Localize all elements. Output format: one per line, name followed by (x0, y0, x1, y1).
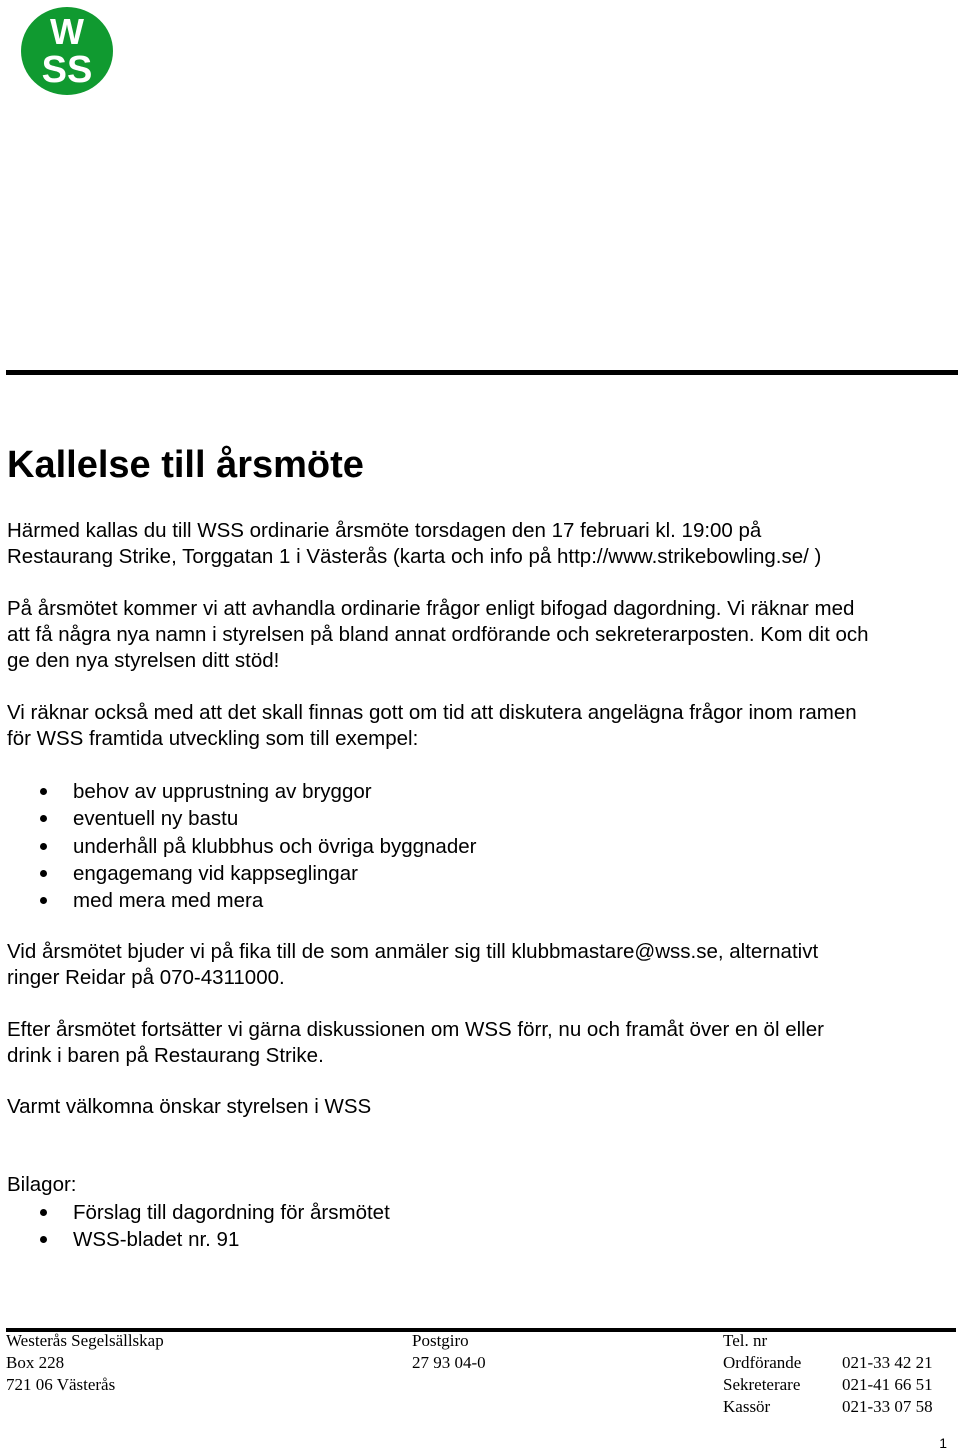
invitation-paragraph (7, 518, 955, 570)
list-item (0, 805, 476, 832)
list-item-label: Förslag till dagordning för årsmötet (73, 1201, 390, 1224)
text-line: ringer Reidar på 070-4311000. (7, 966, 285, 989)
footer-org (6, 1330, 164, 1396)
postgiro-label: Postgiro (412, 1331, 469, 1350)
list-item (0, 1226, 390, 1253)
contact-role: Ordförande (723, 1353, 802, 1372)
list-item-label: engagemang vid kappseglingar (73, 861, 358, 885)
text-line: ge den nya styrelsen ditt stöd! (7, 649, 280, 672)
bullet-icon (40, 1209, 47, 1216)
text-line: Varmt välkomna önskar styrelsen i WSS (7, 1095, 372, 1118)
attachments-list (0, 1199, 390, 1254)
list-item (0, 778, 476, 805)
bullet-icon (40, 897, 47, 904)
fika-paragraph (7, 939, 955, 991)
text-line: Härmed kallas du till WSS ordinarie årsmöte torsdagen den 17 februari kl. 19:00 på (7, 519, 762, 542)
footer-postgiro (412, 1330, 486, 1374)
footer-phones (842, 1352, 933, 1418)
agenda-paragraph (7, 596, 955, 674)
text-line: Efter årsmötet fortsätter vi gärna diskussionen om WSS förr, nu och framåt över en öl eller (7, 1018, 824, 1041)
list-item (0, 833, 476, 860)
text-line: drink i baren på Restaurang Strike. (7, 1044, 324, 1067)
header-rule (6, 370, 958, 375)
list-item-label: behov av upprustning av bryggor (73, 780, 372, 803)
text-line: för WSS framtida utveckling som till exempel: (7, 727, 419, 750)
logo-text-bottom: SS (41, 49, 93, 91)
footer-roles (723, 1352, 801, 1418)
text-line: att få några nya namn i styrelsen på bland annat ordförande och sekreterarposten. Kom dit och (7, 623, 869, 646)
list-item-label: med mera med mera (73, 889, 264, 913)
logo-text-top: W (50, 11, 84, 52)
text-line: Restaurang Strike, Torggatan 1 i Västerås (karta och info på http://www.strikebowling.se/ ) (7, 545, 822, 568)
page-title: Kallelse till årsmöte (7, 444, 364, 486)
bullet-icon (40, 1236, 47, 1243)
org-city: 721 06 Västerås (6, 1375, 116, 1394)
topics-list (0, 778, 476, 914)
list-item-label: WSS-bladet nr. 91 (73, 1228, 240, 1252)
bullet-icon (40, 788, 47, 795)
org-name: Westerås Segelsällskap (6, 1331, 164, 1350)
list-item-label: eventuell ny bastu (73, 807, 239, 831)
bullet-icon (40, 843, 47, 850)
footer-tel-header: Tel. nr (723, 1331, 768, 1350)
org-box: Box 228 (6, 1353, 65, 1372)
list-item (0, 860, 476, 887)
contact-role: Kassör (723, 1397, 771, 1416)
contact-phone: 021-33 42 21 (842, 1353, 933, 1372)
bullet-icon (40, 815, 47, 822)
attachments-label: Bilagor: (7, 1173, 77, 1196)
list-item-label: underhåll på klubbhus och övriga byggnader (73, 834, 477, 858)
after-meeting-paragraph (7, 1017, 955, 1069)
wss-logo (20, 6, 114, 96)
text-line: Vid årsmötet bjuder vi på fika till de som anmäler sig till klubbmastare@wss.se, alternativt (7, 940, 819, 963)
closing-paragraph (7, 1094, 955, 1120)
contact-phone: 021-33 07 58 (842, 1397, 933, 1416)
postgiro-number: 27 93 04-0 (412, 1353, 486, 1372)
discussion-paragraph (7, 700, 955, 752)
list-item (0, 1199, 390, 1226)
text-line: Vi räknar också med att det skall finnas gott om tid att diskutera angelägna frågor inom ramen (7, 701, 857, 724)
contact-phone: 021-41 66 51 (842, 1375, 933, 1394)
list-item (0, 887, 476, 914)
contact-role: Sekreterare (723, 1375, 801, 1394)
bullet-icon (40, 870, 47, 877)
text-line: På årsmötet kommer vi att avhandla ordinarie frågor enligt bifogad dagordning. Vi räknar med (7, 597, 855, 620)
page-number: 1 (939, 1435, 947, 1451)
